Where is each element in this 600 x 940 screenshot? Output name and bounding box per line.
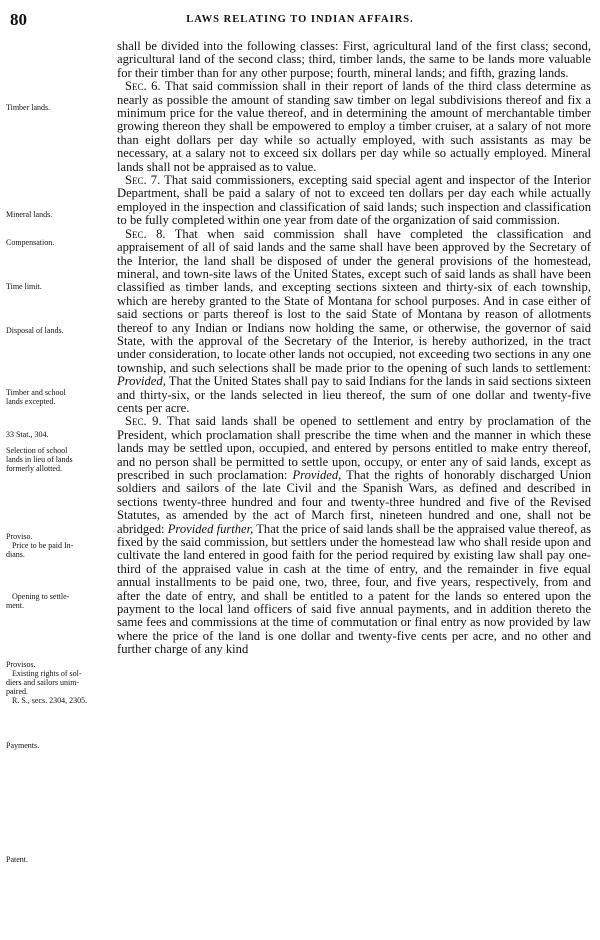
section-text: That the rights of honorably discharged Union soldiers and sailors of the late Civil and the Spanish Wars, as defined and described in sections twenty-three hundred and four and twenty-three hundred and five of the Revised Statutes, as amended by the act of March first, nineteen hundred and one, shall not be abridged: (117, 468, 591, 536)
statute-body (117, 40, 591, 657)
margin-note-line: 33 Stat., 304. (6, 430, 49, 439)
margin-note-line: dians. (6, 550, 25, 559)
margin-note-line: Timber lands. (6, 103, 51, 112)
margin-note-line: formerly allotted. (6, 464, 62, 473)
margin-note-opening-to-settlement (6, 592, 112, 610)
margin-note-disposal-of-lands (6, 326, 112, 335)
margin-note-patent (6, 855, 112, 864)
section-7-paragraph (117, 174, 591, 228)
margin-note-provisos-existing-rights (6, 660, 112, 705)
section-text: That the United States shall pay to said Indians for the lands in said sections sixteen and thirty-six, or the lands selected in lieu thereof, the sum of one dollar and twenty-five cents per acre. (117, 374, 591, 415)
proviso-word: Provided, (292, 468, 342, 482)
margin-note-line: Timber and school (6, 388, 66, 397)
margin-note-line: Mineral lands. (6, 210, 53, 219)
running-head: LAWS RELATING TO INDIAN AFFAIRS. (186, 14, 414, 25)
margin-note-stat-ref (6, 430, 112, 439)
section-6-paragraph (117, 80, 591, 174)
section-label: Sec. 7. (125, 173, 161, 188)
page-number: 80 (10, 10, 27, 29)
margin-note-timber-school-lands (6, 388, 112, 406)
margin-note-line: Patent. (6, 855, 28, 864)
margin-note-line: Proviso. (6, 532, 33, 541)
proviso-word: Provided, (117, 374, 166, 389)
section-9-paragraph (117, 415, 591, 656)
margin-note-mineral-lands (6, 210, 112, 219)
margin-note-line: Price to be paid In- (12, 541, 74, 550)
margin-note-timber-lands (6, 103, 112, 112)
section-label: Sec. 9. (125, 414, 162, 429)
margin-note-proviso-price (6, 532, 112, 559)
margin-note-selection-of-school-lands (6, 446, 112, 473)
margin-note-line: lands excepted. (6, 397, 56, 406)
margin-note-line: Selection of school (6, 446, 68, 455)
paragraph-continuation: shall be divided into the following classes: First, agricultural land of the first class; second, agricultural land of the second class; third, timber lands, the same to be lands more valuable for their timber than for any other purpose; fourth, mineral lands; and fifth, grazing lands. (117, 39, 591, 80)
margin-note-line: ment. (6, 601, 24, 610)
margin-note-compensation (6, 238, 112, 247)
margin-note-line: Disposal of lands. (6, 326, 64, 335)
margin-note-line: Provisos. (6, 660, 36, 669)
proviso-word: Provided further, (167, 521, 254, 536)
margin-note-line: Existing rights of sol- (12, 669, 82, 678)
section-text: That said commissioners, excepting said special agent and inspector of the Interior Department, shall be paid a salary of not to exceed ten dollars per day each while actually employed in the inspection and classification of said lands; such inspection and classification to be fully completed within one year from date of the organization of said commission. (117, 173, 592, 228)
section-text: That when said commission shall have completed the classification and appraisement of all of said lands and the same shall have been approved by the Secretary of the Interior, the land shall be disposed of under the general provisions of the homestead, mineral, and town-site laws of the United States, except such of said lands as shall have been classified as timber lands, and excepting sections sixteen and thirty-six of each township, which are hereby granted to the State of Montana for school purposes. And in case either of said sections or parts thereof is lost to the said State of Montana by reason of allotments thereof to any Indian or Indians now holding the same, or otherwise, the governor of said State, with the approval of the Secretary of the Interior, is hereby authorized, in the tract under consideration, to locate other lands not occupied, not exceeding two sections in any one township, and such selections shall be made prior to the opening of such lands to settlement: (117, 226, 591, 375)
section-text: That said commission shall in their report of lands of the third class determine as nearly as possible the amount of standing saw timber on legal subdivisions thereof and fix a minimum price for the value thereof, and in determining the amount of merchantable timber growing thereon they shall be empowered to employ a timber cruiser, at a salary of not more than eight dollars per day while so actually employed, with such assistants as may be necessary, at a salary not to exceed six dollars per day while so actually employed. Mineral lands shall not be appraised as to value. (117, 79, 591, 174)
section-text: That the price of said lands shall be the appraised value thereof, as fixed by the said commission, but settlers under the homestead law who shall reside upon and cultivate the land entered in good faith for the period required by existing law shall pay one-third of the appraised value in cash at the time of entry, and the remainder in five equal annual installments to be paid one, two, three, four, and five years, respectively, from and after the date of entry, and shall be entitled to a patent for the lands so entered upon the payment to the local land officers of said five annual payments, and in addition thereto the same fees and commissions at the time of commutation or final entry as now provided by law where the price of the land is one dollar and twenty-five cents per acre, and no other and further charge of any kind (117, 521, 591, 657)
margin-note-line: lands in lieu of lands (6, 455, 73, 464)
margin-note-time-limit (6, 282, 112, 291)
section-label: Sec. 6. (125, 79, 161, 94)
section-label: Sec. 8. (125, 226, 166, 241)
margin-note-line: paired. (6, 687, 28, 696)
section-text: That said lands shall be opened to settlement and entry by proclamation of the President, which proclamation shall prescribe the time when and the manner in which these lands may be settled upon, occupied, and entered by persons entitled to make entry thereof, and no person shall be permitted to settle upon, occupy, or enter any of said lands, except as prescribed in such proclamation: (117, 414, 591, 482)
margin-note-payments (6, 741, 112, 750)
margin-notes (0, 0, 112, 940)
margin-note-line: Payments. (6, 741, 40, 750)
section-8-paragraph (117, 228, 591, 416)
margin-note-line: R. S., secs. 2304, 2305. (12, 696, 88, 705)
margin-note-line: Compensation. (6, 238, 55, 247)
margin-note-line: Opening to settle- (12, 592, 70, 601)
margin-note-line: Time limit. (6, 282, 42, 291)
margin-note-line: diers and sailors unim- (6, 678, 80, 687)
